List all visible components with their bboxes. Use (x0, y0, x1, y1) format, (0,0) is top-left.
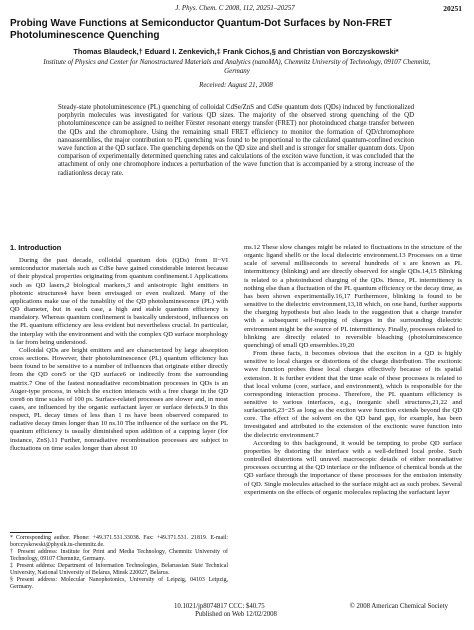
received-date: Received: August 21, 2008 (199, 82, 273, 89)
copyright: © 2008 American Chemical Society (349, 603, 448, 610)
body-paragraph: ms.12 These slow changes might be related to fluctuations in the structure of the organic ligand shell6 or the local dielectric environment.13 Processes on a time scale of several milliseconds to several hundreds of s are known as PL intermittency (blinking) and are directly observed for single QDs.14,15 Blinking is related to a photoinduced charging of the QDs. Hence, PL intermittency is nothing else than a fluctuation of the PL quantum efficiency or the decay time, as has been shown experimentally.16,17 Furthermore, blinking is found to be sensitive to the dielectric environment,13,18 which, on one hand, further supports the charging hypothesis but also leads to the suggestion that a charge transfer with a subsequent self-trapping of charges in the surrounding dielectric environment might be the source of PL intermittency. Finally, processes related to blinking are directly related to reversible bleaching (photoluminescence quenching) of small QD ensembles.19,20 (244, 244, 462, 349)
article-title: Probing Wave Functions at Semiconductor Quantum-Dot Surfaces by Non-FRET Photoluminescence Quenching (10, 18, 392, 41)
left-column (10, 244, 228, 453)
body-paragraph: From these facts, it becomes obvious that the exciton in a QD is highly sensitive to local charges or distortions of the charge distribution. The excitonic wave function probes these local charges effectively because of its spatial extension. It is further evident that the time scale of these processes is related to that local volume (core, surface, and environment), which is responsible for the corresponding interaction process. Therefore, the PL quantum efficiency is sensitive to various interfaces, e.g., inorganic shell structures,21,22 and surfactants6,23−25 as long as the exciton wave function extends beyond the QD core. The effect of the solvent on the QD band gap, for example, has been investigated and attributed to the extension of the excitonic wave function into the dielectric environment.7 (244, 350, 462, 439)
doi-cost: 10.1021/jp8074817 CCC: $40.75 (174, 603, 265, 610)
footnote: † Present address: Institute for Print and Media Technology, Chemnitz University of Technology, 09107 Chemnitz, Germany. (10, 549, 228, 562)
body-paragraph: According to this background, it would be tempting to probe QD surface properties by distorting the interface with a well-defined local probe. Such controlled distortions will unravel macroscopic details of either nonradiative processes occurring at the QD interface or the influence of chemical bonds at the QD surface through the importance of these processes for the emission intensity of QD. Single molecules attached to the surface might act as such probes. Several experiments on the effects of organic molecules replacing the surfactant layer (244, 439, 462, 496)
body-paragraph: Colloidal QDs are bright emitters and are characterized by large absorption cross sections. However, their photoluminescence (PL) quantum efficiency has been found to be sensitive to a number of influences that originate either directly from the QD core5 or the QD surface6 or indirectly from the surrounding matrix.7 One of the fastest nonradiative recombination processes in QDs is an Auger-type process, in which the exciton interacts with a free charge in the QD core8 on time scales of 100 ps. Surface-related processes are slower and, in most cases, are influenced by the organic surfactant layer or surface defects.9 In this respect, PL decay times of less than 1 ns have been observed compared to radiative decay times longer than 10 ns.10 The influence of the surface on the PL quantum efficiency is usually diminished upon addition of a capping layer (for instance, ZnS).11 Further, nonradiative recombination processes are subject to fluctuations on time scales longer than about 10 (10, 346, 228, 452)
footnote: * Corresponding author. Phone: +49.371.531.33038. Fax: +49.371.531. 21819. E-mail: borczyskowski@physik.tu-chemnitz.de. (10, 535, 228, 548)
page-number: 20251 (443, 4, 462, 13)
footnotes (10, 535, 228, 591)
affiliation: Institute of Physics and Center for Nanostructured Materials and Analytics (nanoMA), Chemnitz University of Technology, 09107 Chemnitz, Germany (43, 59, 431, 75)
body-paragraph: During the past decade, colloidal quantum dots (QDs) from II−VI semiconductor materials such as CdSe have gained considerable interest because of their physical properties originating from quantum confinement.1 Applications such as QD lasers,2 biological markers,3 and anisotropic light emitters in photonic structures4 have been envisaged or even realized. Many of the applications make use of the tunability of the QD photoluminescence (PL) with QD diameter, but in each case, a high and stable quantum efficiency is mandatory. Whereas quantum confinement is basically understood, influences on the PL quantum efficiency are less evident but nevertheless crucial. In particular, the interplay with the environment and with the complex QD surface morphology is far from being understood. (10, 257, 228, 346)
journal-citation: J. Phys. Chem. C 2008, 112, 20251–20257 (175, 4, 295, 12)
author-list: Thomas Blaudeck,† Eduard I. Zenkevich,‡ Frank Cichos,§ and Christian von Borczyskowski* (73, 47, 399, 56)
running-head (8, 4, 462, 16)
published-date: Published on Web 12/02/2008 (195, 611, 277, 619)
footnote: § Present address: Molecular Nanophotonics, University of Leipzig, 04103 Leipzig, Germany. (10, 577, 228, 590)
right-column (244, 244, 462, 497)
section-heading: 1. Introduction (10, 243, 62, 252)
abstract: Steady-state photoluminescence (PL) quenching of colloidal CdSe/ZnS and CdSe quantum dots (QDs) induced by functionalized porphyrin molecules was investigated for various QD sizes. The majority of the observed strong quenching of the QD photoluminescence can be assigned to neither Förster resonant energy transfer (FRET) nor photoinduced charge transfer between the QDs and the chromophore. Using the remaining small FRET efficiency to monitor the formation of QD/chromophore nanoassemblies, the major contribution to PL quenching was found to be proportional to the calculated quantum-confined exciton wave function at the QD surface. The quenching depends on the QD size and shell and is stronger for smaller quantum dots. Upon comparison of experimentally determined quenching rates and calculations of the exciton wave function, it was concluded that the attachment of only one chromophore induces a perturbation of the wave function that is accompanied by a strong increase of the radiationless decay rate. (58, 104, 414, 177)
footnote-rule (10, 532, 52, 533)
footnote: ‡ Present address: Department of Information Technologies, Belarussian State Technical University, National University of Belarus, Minsk 220027, Belarus. (10, 563, 228, 576)
